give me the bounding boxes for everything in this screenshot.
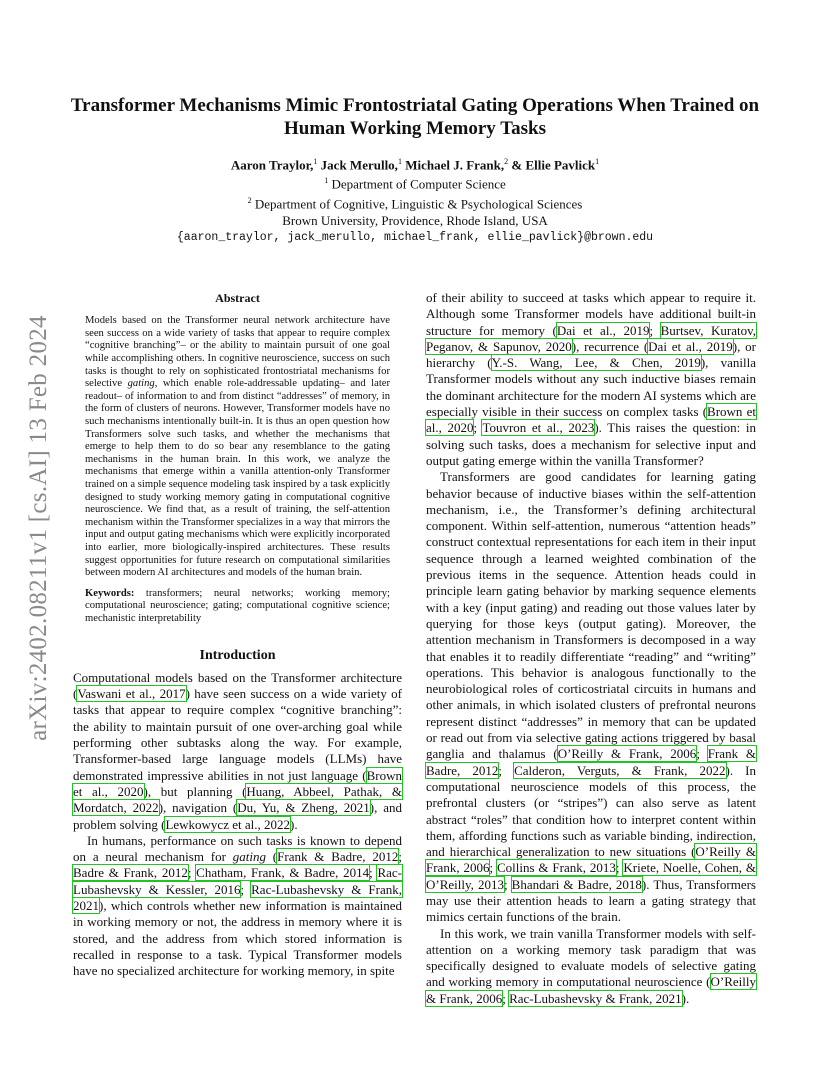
affiliation-text: Department of Cognitive, Linguistic & Psychological Sciences [254, 196, 583, 212]
text-run: ; [473, 420, 483, 436]
text-run: ). [289, 816, 298, 832]
text-run: ), recurrence ( [571, 338, 649, 354]
paper-title: Transformer Mechanisms Mimic Frontostriatal Gating Operations When Trained on Human Working Memory Tasks [70, 95, 760, 139]
affiliation-line [70, 193, 760, 213]
citation-link[interactable]: O’Reilly & Frank, 2006 [426, 844, 756, 876]
text-run: ). This raises the question: in solving such tasks, does a mechanism for selective input and output gating emerge within the vanilla Transformer? [426, 420, 756, 468]
author-name: Jack Merullo, [320, 157, 398, 173]
text-run: ), or hierarchy ( [426, 338, 756, 371]
affiliation-mark: 2 [247, 196, 252, 206]
citation-link[interactable]: Brown et al., 2020 [73, 767, 402, 799]
text-run: ; [696, 746, 708, 762]
citation-link[interactable]: O’Reilly & Frank, 2006 [557, 746, 697, 762]
text-run: ). Thus, Transformers may use their attention heads to learn a gating strategy that mimics certain functions of the brain. [426, 876, 756, 925]
text-run: ). In computational neuroscience models of this process, the prefrontal clusters (or “stripes”) can also serve as latent abstract “roles” that condition how to interpret content within them, affording functions such as variable binding, indirection, and hierarchical generalization to new situations ( [426, 762, 756, 860]
citation-link[interactable]: Rac-Lubashevsky & Kessler, 2016 [73, 865, 402, 897]
affiliation-text: Department of Computer Science [331, 176, 506, 192]
author-name: & Ellie Pavlick [511, 157, 596, 173]
text-run: ; [489, 860, 497, 876]
text-run: ; [502, 990, 510, 1006]
institution: Brown University, Providence, Rhode Island, USA [282, 212, 548, 228]
citation-link[interactable]: Calderon, Verguts, & Frank, 2022 [514, 762, 726, 778]
paragraph [73, 833, 402, 980]
keywords [85, 588, 390, 626]
paragraph [426, 469, 756, 925]
emphasis: gating [232, 849, 266, 865]
affiliation-line [70, 173, 760, 193]
citation-link[interactable]: Rac-Lubashevsky & Frank, 2021 [73, 881, 402, 913]
citation-link[interactable]: Collins & Frank, 2013 [496, 860, 616, 876]
text-run: ( [265, 849, 278, 865]
author-name: Michael J. Frank, [405, 157, 505, 173]
citation-link[interactable]: Frank & Badre, 2012 [277, 849, 399, 865]
author-affiliation-mark: 2 [504, 157, 509, 166]
left-column [73, 290, 402, 979]
text-run: ; [615, 860, 624, 876]
text-run: In this work, we train vanilla Transformer models with self-attention on a working memory task paradigm that was specifically designed to evaluate models of selective gating and working memory in computational neuroscience ( [426, 925, 756, 990]
text-run: ). [681, 990, 690, 1006]
text-run: ; [187, 865, 197, 881]
text-run: ; [649, 322, 661, 338]
text-run: ), which controls whether new information is maintained in working memory or not, the address in memory where it is stored, and the address from which stored information is recalled in response to a task. Typical Transformer models have no specialized architecture for working memory, in spite [73, 898, 402, 979]
author-affiliation-mark: 1 [397, 157, 402, 166]
paragraph [426, 290, 756, 469]
right-column [426, 290, 756, 1007]
citation-link[interactable]: Rac-Lubashevsky & Frank, 2021 [509, 990, 682, 1006]
text-run: Transformers are good candidates for learning gating behavior because of inductive biases within the self-attention mechanism, i.e., the Transformer’s defining architectural component. Within self-attention, numerous “attention heads” construct contextual representations for each item in their input sequence through a learned weighted combination of the previous items in the sequence. Attention heads could in principle learn gating behavior by marking sequence elements with a key (input gating) and reading out those values later by querying for those keys (output gating). Moreover, the attention mechanism in Transformers is decomposed in a way that enables it to readily differentiate “reading” and “writing” operations. This behavior is analogous functionally to the neurobiological roles of corticostriatal circuits in humans and other animals, in which isolated clusters of prefrontal neurons represent distinct “addresses” in memory that can be updated or read out from via selective gating actions triggered by basal ganglia and thalamus ( [426, 469, 756, 762]
abstract-body [85, 315, 390, 579]
citation-link[interactable]: Kriete, Noelle, Cohen, & O’Reilly, 2013 [426, 860, 756, 892]
citation-link[interactable]: Touvron et al., 2023 [482, 420, 595, 436]
text-run: ; [498, 762, 515, 778]
text-run: ; [369, 865, 378, 881]
affiliation-mark: 1 [324, 176, 329, 186]
arxiv-stamp-text: arXiv:2402.08211v1 [cs.AI] 13 Feb 2024 [25, 315, 53, 741]
citation-link[interactable]: Y.-S. Wang, Lee, & Chen, 2019 [491, 355, 701, 371]
citation-link[interactable]: Du, Yu, & Zheng, 2021 [237, 800, 370, 816]
section-heading-introduction: Introduction [199, 647, 276, 663]
citation-link[interactable]: Brown et al., 2020 [426, 404, 756, 436]
keywords-label: Keywords: [85, 587, 135, 599]
author-name: Aaron Traylor, [230, 157, 314, 173]
author-affiliation-mark: 1 [595, 157, 600, 166]
text-run: ; [398, 849, 402, 865]
text-run: ), vanilla Transformer models without any such inductive biases remain the dominant architecture for the modern AI systems which are especially visible in their success on complex tasks ( [426, 355, 756, 420]
text-run: ) have seen success on a wide variety of tasks that appear to require complex “cognitive branching”: the ability to maintain pursuit of one over-arching goal while performing other subtasks along the way. For example, Transformer-based large language models (LLMs) have demonstrated impressive abilities in not just language ( [73, 686, 402, 783]
citation-link[interactable]: Dai et al., 2019 [556, 322, 650, 338]
citation-link[interactable]: Chatham, Frank, & Badre, 2014 [196, 865, 370, 881]
text-run: In humans, performance on such tasks is known to depend on a neural mechanism for [73, 832, 402, 865]
author-emails: {aaron_traylor, jack_merullo, michael_frank, ellie_pavlick}@brown.edu [176, 231, 654, 245]
citation-link[interactable]: O’Reilly & Frank, 2006 [426, 974, 756, 1006]
author-list [70, 154, 760, 173]
citation-link[interactable]: Dai et al., 2019 [648, 338, 733, 354]
citation-link[interactable]: Bhandari & Badre, 2018 [511, 876, 642, 892]
text-run: ; [503, 876, 512, 892]
citation-link[interactable]: Badre & Frank, 2012 [73, 865, 188, 881]
arxiv-stamp [22, 295, 56, 761]
text-run: Computational models based on the Transformer architecture ( [73, 669, 402, 702]
text-run: , which enable role-addressable updating– and later readout– of information to and from distinct “addresses” of memory, in the form of clusters of neurons. However, Transformer models have no such mechanisms intentionally built-in. It is thus an open question how Transformers solve such tasks, and whether the mechanisms that emerge to help them to do so bear any resemblance to the gating mechanisms in the human brain. In this work, we analyze the mechanisms that emerge within a vanilla attention-only Transformer trained on a simple sequence modeling task inspired by a task explicitly designed to study working memory gating in computational cognitive neuroscience. We find that, as a result of training, the self-attention mechanism within the Transformer specializes in a way that mirrors the input and output gating mechanisms which were explicitly incorporated into earlier, more biologically-inspired architectures. These results suggest opportunities for future research on computational similarities between modern AI architectures and models of the human brain. [85, 378, 390, 579]
text-run: Models based on the Transformer neural network architecture have seen success on a wide variety of tasks that appear to require complex “cognitive branching”– or the ability to maintain pursuit of one goal while accomplishing others. In cognitive neuroscience, success on such tasks is thought to rely on sophisticated frontostriatal mechanisms for selective [85, 315, 390, 390]
citation-link[interactable]: Huang, Abbeel, Pathak, & Mordatch, 2022 [73, 783, 402, 816]
paragraph [73, 670, 402, 833]
author-affiliation-mark: 1 [313, 157, 318, 166]
paper-header [70, 94, 760, 246]
text-run: ), and problem solving ( [73, 800, 402, 832]
paragraph [426, 926, 756, 1007]
citation-link[interactable]: Burtsev, Kuratov, Peganov, & Sapunov, 2020 [426, 322, 756, 354]
text-run: of their ability to succeed at tasks which appear to require it. Although some Transformer models have additional built-in structure for memory ( [426, 290, 756, 338]
text-run: ; [240, 881, 252, 897]
citation-link[interactable]: Lewkowycz et al., 2022 [165, 816, 290, 832]
text-run: ), navigation ( [158, 800, 238, 816]
keywords-text: transformers; neural networks; working memory; computational neuroscience; gating; computational cognitive science; mechanistic interpretability [85, 587, 390, 624]
emphasis: gating [127, 378, 155, 390]
citation-link[interactable]: Frank & Badre, 2012 [426, 746, 756, 778]
citation-link[interactable]: Vaswani et al., 2017 [77, 686, 186, 702]
text-run: ), but planning ( [143, 783, 247, 799]
abstract-heading: Abstract [215, 291, 260, 305]
